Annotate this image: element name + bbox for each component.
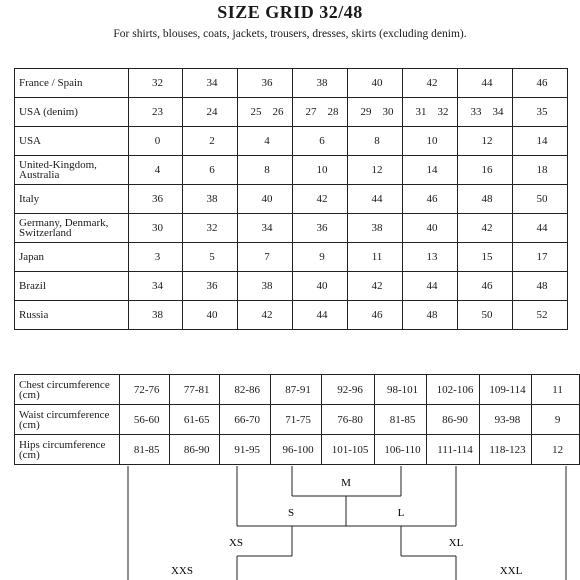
measure-cell: 9 <box>532 405 580 435</box>
size-cell: 8 <box>348 127 403 156</box>
size-cell: 10 <box>293 156 348 185</box>
size-cell: 8 <box>238 156 293 185</box>
size-label-xxl: XXL <box>499 565 523 577</box>
size-header-cell: 42 <box>403 69 458 98</box>
size-cell: 48 <box>458 185 513 214</box>
size-cell: 5 <box>183 243 238 272</box>
size-cell: 7 <box>238 243 293 272</box>
size-cell: 4 <box>238 127 293 156</box>
size-cell: 42 <box>238 301 293 330</box>
size-cell: 38 <box>129 301 183 330</box>
size-cell: 2 <box>183 127 238 156</box>
size-header-cell: 38 <box>293 69 348 98</box>
row-label: USA (denim) <box>15 98 129 127</box>
size-cell: 50 <box>513 185 568 214</box>
size-value: 27 <box>305 106 317 118</box>
row-label: France / Spain <box>15 69 129 98</box>
size-cell: 40 <box>238 185 293 214</box>
size-cell: 6 <box>293 127 348 156</box>
measure-cell: 77-81 <box>170 375 220 405</box>
size-cell: 44 <box>513 214 568 243</box>
size-cell: 16 <box>458 156 513 185</box>
size-cell: 42 <box>348 272 403 301</box>
row-label: Brazil <box>15 272 129 301</box>
page-subtitle: For shirts, blouses, coats, jackets, trousers, dresses, skirts (excluding denim). <box>113 28 467 40</box>
size-cell: 42 <box>293 185 348 214</box>
size-cell: 40 <box>293 272 348 301</box>
size-value: 26 <box>272 106 284 118</box>
size-cell: 4 <box>129 156 183 185</box>
measure-cell: 91-95 <box>220 435 270 465</box>
size-label-xs: XS <box>228 537 244 549</box>
measure-cell: 81-85 <box>120 435 170 465</box>
size-cell: 11 <box>348 243 403 272</box>
size-header-cell: 40 <box>348 69 403 98</box>
size-cell: 48 <box>403 301 458 330</box>
size-cell: 14 <box>403 156 458 185</box>
row-label: USA <box>15 127 129 156</box>
measure-cell: 11 <box>532 375 580 405</box>
row-label: Japan <box>15 243 129 272</box>
size-cell: 35 <box>513 98 568 127</box>
measure-cell: 111-114 <box>427 435 480 465</box>
size-cell: 44 <box>403 272 458 301</box>
measure-cell: 72-76 <box>120 375 170 405</box>
size-cell: 14 <box>513 127 568 156</box>
size-cell: 50 <box>458 301 513 330</box>
size-cell: 44 <box>348 185 403 214</box>
size-cell: 38 <box>348 214 403 243</box>
size-value: 31 <box>415 106 427 118</box>
size-label-s: S <box>287 507 295 519</box>
size-value: 34 <box>492 106 504 118</box>
size-cell: 42 <box>458 214 513 243</box>
size-header-cell: 34 <box>183 69 238 98</box>
size-cell: 0 <box>129 127 183 156</box>
size-header-cell: 46 <box>513 69 568 98</box>
size-value: 28 <box>327 106 339 118</box>
size-cell: 9 <box>293 243 348 272</box>
measure-cell: 86-90 <box>427 405 480 435</box>
size-cell: 24 <box>183 98 238 127</box>
size-cell: 10 <box>403 127 458 156</box>
page-title: SIZE GRID 32/48 <box>217 2 363 22</box>
row-label: Hips circumference (cm) <box>15 435 120 465</box>
size-cell: 23 <box>129 98 183 127</box>
size-cell: 46 <box>403 185 458 214</box>
measure-cell: 82-86 <box>220 375 270 405</box>
row-label: Waist circumference (cm) <box>15 405 120 435</box>
size-label-m: M <box>341 477 351 489</box>
size-cell: 38 <box>238 272 293 301</box>
size-cell: 32 <box>183 214 238 243</box>
size-cell: 36 <box>183 272 238 301</box>
row-label: Germany, Denmark, Switzerland <box>15 214 129 243</box>
size-cell: 17 <box>513 243 568 272</box>
size-cell: 12 <box>348 156 403 185</box>
measure-cell: 86-90 <box>170 435 220 465</box>
measure-cell: 56-60 <box>120 405 170 435</box>
size-cell: 40 <box>183 301 238 330</box>
size-label-xxs: XXS <box>170 565 194 577</box>
size-cell: 46 <box>348 301 403 330</box>
row-label: United-Kingdom, Australia <box>15 156 129 185</box>
size-value: 25 <box>250 106 262 118</box>
row-label: Italy <box>15 185 129 214</box>
measure-cell: 12 <box>532 435 580 465</box>
size-cell: 44 <box>293 301 348 330</box>
measure-cell: 76-80 <box>322 405 375 435</box>
measure-cell: 71-75 <box>270 405 321 435</box>
size-label-l: L <box>397 507 405 519</box>
row-label: Russia <box>15 301 129 330</box>
size-cell: 6 <box>183 156 238 185</box>
row-label: Chest circumference (cm) <box>15 375 120 405</box>
measure-cell: 109-114 <box>479 375 531 405</box>
measure-cell: 106-110 <box>374 435 426 465</box>
size-cell: 15 <box>458 243 513 272</box>
measure-cell: 93-98 <box>479 405 531 435</box>
size-cell: 12 <box>458 127 513 156</box>
size-label-xl: XL <box>448 537 464 549</box>
size-value: 32 <box>437 106 449 118</box>
measure-cell: 87-91 <box>270 375 321 405</box>
size-cell: 34 <box>238 214 293 243</box>
size-header-cell: 44 <box>458 69 513 98</box>
size-cell: 34 <box>129 272 183 301</box>
size-header-cell: 32 <box>129 69 183 98</box>
size-cell: 52 <box>513 301 568 330</box>
size-cell: 48 <box>513 272 568 301</box>
measure-cell: 81-85 <box>374 405 426 435</box>
size-cell: 18 <box>513 156 568 185</box>
size-cell: 38 <box>183 185 238 214</box>
measure-cell: 102-106 <box>427 375 480 405</box>
measure-cell: 66-70 <box>220 405 270 435</box>
size-cell: 36 <box>293 214 348 243</box>
measure-cell: 98-101 <box>374 375 426 405</box>
size-value: 33 <box>470 106 482 118</box>
size-cell: 13 <box>403 243 458 272</box>
size-cell: 40 <box>403 214 458 243</box>
size-value: 29 <box>360 106 372 118</box>
size-cell: 30 <box>129 214 183 243</box>
size-header-cell: 36 <box>238 69 293 98</box>
measure-cell: 118-123 <box>479 435 531 465</box>
measure-cell: 61-65 <box>170 405 220 435</box>
size-cell: 36 <box>129 185 183 214</box>
measure-cell: 92-96 <box>322 375 375 405</box>
size-value: 30 <box>382 106 394 118</box>
measure-cell: 96-100 <box>270 435 321 465</box>
size-cell: 46 <box>458 272 513 301</box>
size-cell: 3 <box>129 243 183 272</box>
measure-cell: 101-105 <box>322 435 375 465</box>
